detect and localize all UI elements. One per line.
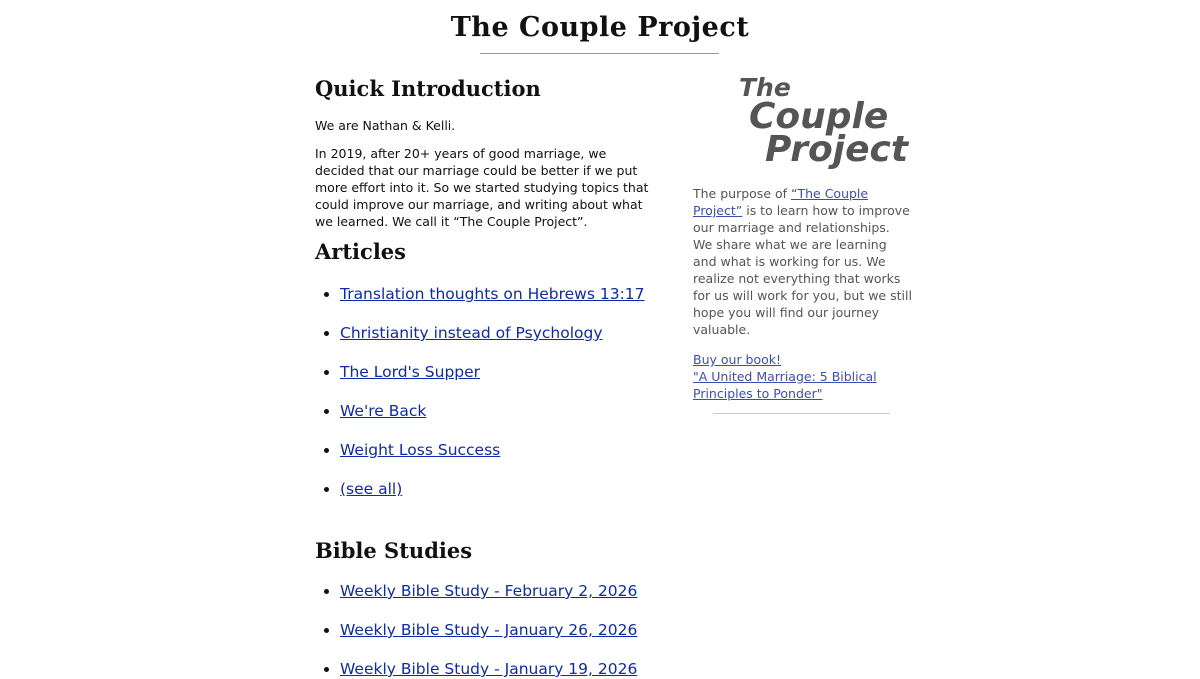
main-content xyxy=(315,72,650,679)
article-link[interactable]: Translation thoughts on Hebrews 13:17 xyxy=(340,285,645,303)
bible-studies-heading: Bible Studies xyxy=(315,538,473,563)
buy-book-link[interactable] xyxy=(693,352,877,401)
bible-study-link[interactable]: Weekly Bible Study - February 2, 2026 xyxy=(340,582,638,600)
logo-word: The xyxy=(739,73,791,102)
article-link[interactable]: Weight Loss Success xyxy=(340,441,501,459)
buy-book-label: Buy our book! xyxy=(693,352,782,367)
bible-study-link[interactable]: Weekly Bible Study - January 19, 2026 xyxy=(340,660,638,678)
article-link[interactable]: Christianity instead of Psychology xyxy=(340,324,603,342)
bible-study-link[interactable]: Weekly Bible Study - January 26, 2026 xyxy=(340,621,638,639)
list-item xyxy=(340,401,650,421)
title-divider xyxy=(480,53,719,54)
book-promo xyxy=(693,351,913,402)
logo-word: Project xyxy=(765,129,909,170)
list-item xyxy=(340,479,650,499)
list-item xyxy=(340,620,650,640)
sidebar-divider xyxy=(713,413,890,414)
articles-list xyxy=(315,284,650,499)
logo-word: Couple xyxy=(749,96,889,137)
book-title: "A United Marriage: 5 Biblical Principles to Ponder" xyxy=(693,369,877,401)
article-link[interactable]: The Lord's Supper xyxy=(340,363,481,381)
couple-project-link[interactable]: “The Couple Project” xyxy=(693,186,869,218)
intro-paragraph: In 2019, after 20+ years of good marriage, we decided that our marriage could be better if we put more effort into it. So we started studying topics that could improve our marriage, and writing about what we learned. We call it “The Couple Project”. xyxy=(315,146,649,229)
article-link[interactable]: We're Back xyxy=(340,402,427,420)
about-prefix: The purpose of xyxy=(693,186,791,201)
articles-heading: Articles xyxy=(315,239,406,264)
intro-names: We are Nathan & Kelli. xyxy=(315,118,456,133)
list-item xyxy=(340,440,650,460)
site-title: The Couple Project xyxy=(450,12,750,43)
about-suffix: is to learn how to improve our marriage and relationships. We share what we are learning and what is working for us. We realize not everything that works for us will work for you, but we still hope you will find our journey valuable. xyxy=(693,203,912,337)
bible-studies-list xyxy=(315,581,650,679)
couple-project-logo xyxy=(737,70,909,170)
about-text xyxy=(693,185,913,338)
list-item xyxy=(340,323,650,343)
list-item xyxy=(340,581,650,601)
list-item xyxy=(340,284,650,304)
sidebar xyxy=(693,70,913,414)
list-item xyxy=(340,362,650,382)
intro-heading: Quick Introduction xyxy=(315,76,541,101)
see-all-articles-link[interactable]: (see all) xyxy=(340,480,403,498)
list-item xyxy=(340,659,650,679)
